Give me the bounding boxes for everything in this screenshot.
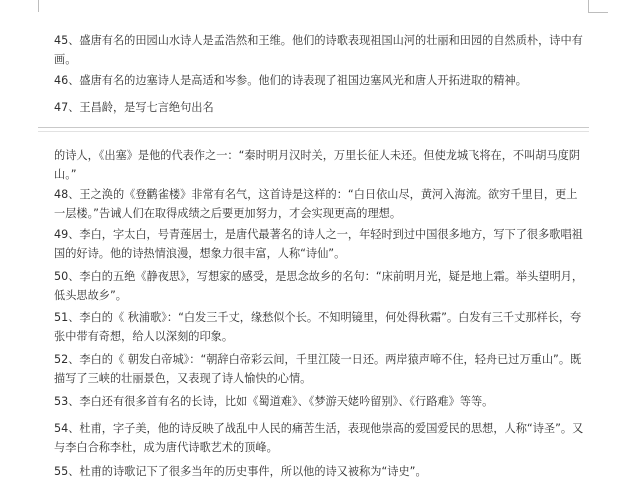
page-corner-mark	[38, 0, 39, 12]
paragraph-53: 53、李白还有很多首有名的长诗，比如《蜀道难》、《梦游天姥吟留别》、《行路难》等等。	[54, 395, 494, 408]
paragraph-49: 49、李白，字太白，号青莲居士，是唐代最著名的诗人之一，年轻时到过中国很多地方，写下了很多歌唱祖国的好诗。他的诗热情浪漫，想象力很丰富，人称“诗仙”。	[54, 228, 583, 260]
page-break-line	[38, 131, 589, 132]
page-break-line	[38, 127, 589, 128]
page-corner-mark	[588, 12, 608, 13]
paragraph-55: 55、杜甫的诗歌记下了很多当年的历史事件，所以他的诗又被称为“诗史”。	[54, 465, 427, 478]
paragraph-51: 51、李白的《 秋浦歌》：“白发三千丈，缘愁似个长。不知明镜里，何处得秋霜”。白发有三千丈那样长，夸张中带有奇想，给人以深刻的印象。	[54, 311, 582, 343]
paragraph-54: 54、杜甫，字子美，他的诗反映了战乱中人民的痛苦生活，表现他崇高的爱国爱民的思想，人称“诗圣”。又与李白合称李杜，成为唐代诗歌艺术的顶峰。	[54, 422, 584, 454]
paragraph-45: 45、盛唐有名的田园山水诗人是孟浩然和王维。他们的诗歌表现祖国山河的壮丽和田园的自然质朴，诗中有画。	[54, 34, 583, 66]
page-corner-mark	[588, 0, 589, 12]
paragraph-48: 48、王之涣的《登鹳雀楼》非常有名气，这首诗是这样的：“白日依山尽，黄河入海流。欲穷千里目，更上一层楼。”告诫人们在取得成绩之后要更加努力，才会实现更高的理想。	[54, 188, 578, 220]
paragraph-50: 50、李白的五绝《静夜思》，写想家的感受，是思念故乡的名句：“床前明月光，疑是地上霜。举头望明月，低头思故乡”。	[54, 270, 584, 302]
paragraph-47: 47、王昌龄，是写七言绝句出名	[54, 101, 214, 114]
paragraph-46: 46、盛唐有名的边塞诗人是高适和岑参。他们的诗表现了祖国边塞风光和唐人开拓进取的精神。	[54, 74, 527, 87]
paragraph-52: 52、李白的《 朝发白帝城》：“朝辞白帝彩云间，千里江陵一日还。两岸猿声啼不住，轻舟已过万重山”。既描写了三峡的壮丽景色，又表现了诗人愉快的心情。	[54, 353, 582, 385]
paragraph-47-continued: 的诗人，《出塞》是他的代表作之一：“秦时明月汉时关，万里长征人未还。但使龙城飞将在，不叫胡马度阴山。”	[54, 149, 581, 181]
